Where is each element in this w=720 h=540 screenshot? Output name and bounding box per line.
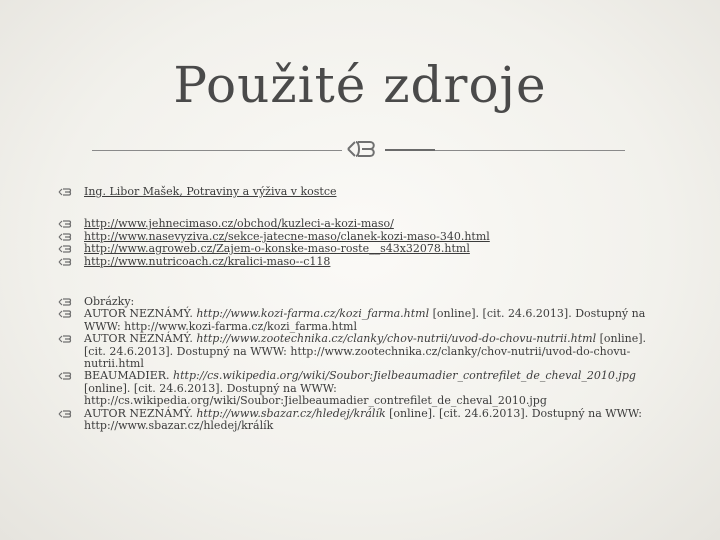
title-divider-accent bbox=[385, 149, 435, 151]
scroll-bullet-icon bbox=[58, 334, 72, 344]
source-link[interactable]: http://www.jehnecimaso.cz/obchod/kuzleci-a-kozi-maso/ bbox=[84, 217, 394, 231]
image-citation: [online]. [cit. 24.6.2013]. Dostupný na WWW: http://www.zootechnika.cz/clanky/chov-nutrii/uvod-do-chovu-nutrii.html bbox=[84, 332, 647, 371]
scroll-ornament-icon bbox=[346, 138, 380, 160]
list-item bbox=[58, 333, 668, 370]
image-url[interactable]: http://cs.wikipedia.org/wiki/Soubor:Jielbeaumadier_contrefilet_de_cheval_2010.jpg bbox=[173, 369, 636, 383]
scroll-bullet-icon bbox=[58, 297, 72, 307]
scroll-bullet-icon bbox=[58, 219, 72, 229]
list-item bbox=[58, 308, 668, 333]
title-divider-left bbox=[92, 150, 342, 151]
scroll-bullet-icon bbox=[58, 409, 72, 419]
image-url[interactable]: http://www.sbazar.cz/hledej/králík bbox=[196, 406, 386, 420]
list-item bbox=[58, 256, 668, 268]
page-title: Použité zdroje bbox=[173, 56, 547, 114]
image-citation: [online]. [cit. 24.6.2013]. Dostupný na WWW: http://cs.wikipedia.org/wiki/Soubor:Jielbeaumadier_contrefilet_de_cheval_2010.jpg bbox=[84, 381, 547, 408]
image-citation: [online]. [cit. 24.6.2013]. Dostupný na WWW: http://www.kozi-farma.cz/kozi_farma.html bbox=[84, 307, 646, 333]
scroll-bullet-icon bbox=[58, 257, 72, 267]
source-link[interactable]: http://www.nutricoach.cz/kralici-maso--c118 bbox=[84, 254, 331, 268]
image-author: BEAUMADIER. bbox=[84, 369, 170, 383]
book-source-link[interactable]: Ing. Libor Mašek, Potraviny a výživa v kostce bbox=[84, 185, 337, 198]
list-item bbox=[58, 408, 668, 433]
scroll-bullet-icon bbox=[58, 371, 72, 381]
scroll-bullet-icon bbox=[58, 232, 72, 242]
scroll-bullet-icon bbox=[58, 309, 72, 319]
source-link[interactable]: http://www.agroweb.cz/Zajem-o-konske-maso-roste__s43x32078.html bbox=[84, 242, 470, 256]
image-author: AUTOR NEZNÁMÝ. bbox=[84, 406, 193, 420]
source-link[interactable]: http://www.nasevyziva.cz/sekce-jatecne-maso/clanek-kozi-maso-340.html bbox=[84, 229, 490, 243]
image-citation: [online]. [cit. 24.6.2013]. Dostupný na WWW: http://www.sbazar.cz/hledej/králík bbox=[84, 406, 642, 433]
scroll-bullet-icon bbox=[58, 187, 72, 197]
image-author: AUTOR NEZNÁMÝ. bbox=[84, 307, 193, 321]
images-heading: Obrázky: bbox=[84, 295, 135, 309]
scroll-bullet-icon bbox=[58, 244, 72, 254]
references-list bbox=[58, 186, 668, 433]
image-url[interactable]: http://www.zootechnika.cz/clanky/chov-nutrii/uvod-do-chovu-nutrii.html bbox=[196, 332, 597, 346]
list-item bbox=[58, 186, 668, 198]
list-item bbox=[58, 370, 668, 407]
image-author: AUTOR NEZNÁMÝ. bbox=[84, 332, 193, 346]
image-url[interactable]: http://www.kozi-farma.cz/kozi_farma.html bbox=[196, 307, 430, 321]
